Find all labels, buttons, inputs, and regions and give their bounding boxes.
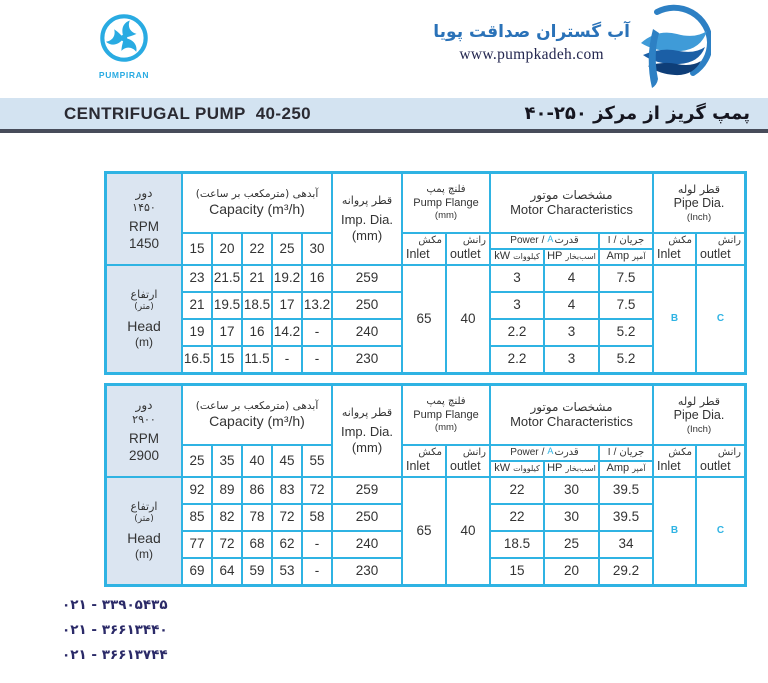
inlet-label-en: Inlet — [406, 459, 430, 474]
head-value: 77 — [183, 532, 211, 557]
hp-unit-header — [545, 250, 598, 264]
power-label-fa: قدرت — [554, 234, 579, 246]
capacity-col-header: 40 — [243, 446, 271, 476]
head-unit-fa: (متر) — [134, 513, 154, 524]
power-label-fa: قدرت — [554, 446, 579, 458]
flange-inlet-header — [403, 446, 445, 476]
capacity-col-header: 25 — [183, 446, 211, 476]
head-value: 68 — [243, 532, 271, 557]
inlet-label-fa: مکش — [668, 447, 692, 459]
hp-label-en: HP — [547, 462, 563, 475]
impeller-unit: (mm) — [351, 228, 383, 244]
head-header-cell — [107, 266, 181, 372]
kw-value: 15 — [491, 559, 543, 584]
flange-outlet-header — [447, 234, 489, 264]
pipe-dia-header-cell — [654, 174, 744, 232]
head-label-en: Head — [127, 529, 161, 546]
pumpiran-brand — [92, 13, 156, 80]
head-unit-fa: (متر) — [134, 301, 154, 312]
pipe-unit: (Inch) — [686, 211, 712, 223]
kw-label-en: kW — [494, 462, 511, 475]
capacity-col-header: 35 — [213, 446, 241, 476]
current-header-cell — [600, 446, 652, 460]
pipe-inlet-value: B — [654, 478, 695, 584]
amp-label-fa: آمپر — [632, 464, 646, 474]
pipe-label-en: Pipe Dia. — [673, 408, 725, 423]
motor-label-fa: مشخصات موتور — [530, 187, 613, 202]
power-note-marker: A — [547, 446, 554, 456]
flange-unit: (mm) — [434, 210, 458, 221]
inlet-label-en: Inlet — [406, 247, 430, 262]
hp-value: 4 — [545, 293, 598, 318]
power-slash: / — [541, 446, 545, 458]
flange-inlet-value: 65 — [403, 478, 445, 584]
capacity-col-header: 30 — [303, 234, 331, 264]
head-value: 16.5 — [183, 347, 211, 372]
kw-value: 2.2 — [491, 320, 543, 345]
pipe-inlet-header — [654, 234, 695, 264]
motor-label-fa: مشخصات موتور — [530, 399, 613, 414]
capacity-col-header: 45 — [273, 446, 301, 476]
rpm-label-en: RPM — [129, 219, 159, 235]
impeller-value: 250 — [333, 293, 401, 318]
kw-value: 22 — [491, 478, 543, 503]
hp-value: 20 — [545, 559, 598, 584]
impeller-value: 250 — [333, 505, 401, 530]
amp-value: 5.2 — [600, 320, 652, 345]
capacity-label-fa: آبدهی (مترمکعب بر ساعت) — [195, 400, 319, 413]
rpm-label-fa: دور — [135, 398, 153, 413]
head-value: - — [303, 320, 331, 345]
pipe-label-fa: قطر لوله — [677, 182, 721, 196]
rpm-label-en: RPM — [129, 431, 159, 447]
head-value: - — [303, 532, 331, 557]
impeller-label-fa: قطر پروانه — [341, 405, 393, 419]
current-label-fa: جریان — [619, 234, 645, 246]
motor-header-cell — [491, 386, 652, 444]
flange-label-fa: فلنچ پمپ — [426, 396, 466, 408]
kw-value: 3 — [491, 293, 543, 318]
spec-table-rpm1450 — [104, 171, 747, 375]
head-value: 85 — [183, 505, 211, 530]
flange-outlet-header — [447, 446, 489, 476]
head-value: 16 — [243, 320, 271, 345]
head-value: 86 — [243, 478, 271, 503]
hp-label-fa: اسب‌بخار — [565, 464, 596, 474]
current-slash: / — [613, 234, 617, 246]
impeller-label-en: Imp. Dia. — [340, 212, 393, 228]
pipe-outlet-value: C — [697, 478, 744, 584]
head-value: 11.5 — [243, 347, 271, 372]
pipe-label-en: Pipe Dia. — [673, 196, 725, 211]
outlet-label-fa: رانش — [462, 235, 486, 247]
kw-value: 18.5 — [491, 532, 543, 557]
power-note-marker: A — [547, 234, 554, 244]
inlet-label-en: Inlet — [657, 459, 681, 474]
head-label-fa: ارتفاع — [130, 500, 158, 514]
head-label-fa: ارتفاع — [130, 288, 158, 302]
head-value: - — [303, 347, 331, 372]
head-value: 21 — [183, 293, 211, 318]
company-name: آب گستران صداقت پویا — [433, 22, 630, 42]
rpm-header-cell — [107, 174, 181, 264]
kw-unit-header — [491, 462, 543, 476]
impeller-label-fa: قطر پروانه — [341, 193, 393, 207]
kw-unit-header — [491, 250, 543, 264]
motor-header-cell — [491, 174, 652, 232]
head-value: 17 — [273, 293, 301, 318]
hp-value: 30 — [545, 478, 598, 503]
impeller-label-en: Imp. Dia. — [340, 424, 393, 440]
rpm-label-fa: دور — [135, 186, 153, 201]
amp-value: 5.2 — [600, 347, 652, 372]
pipe-label-fa: قطر لوله — [677, 394, 721, 408]
amp-unit-header — [600, 462, 652, 476]
head-value: 21.5 — [213, 266, 241, 291]
rpm-value-en: 2900 — [128, 447, 160, 463]
head-value: 53 — [273, 559, 301, 584]
hp-value: 3 — [545, 320, 598, 345]
amp-value: 7.5 — [600, 266, 652, 291]
pumpiran-logo-icon — [99, 50, 149, 67]
inlet-label-fa: مکش — [418, 447, 442, 459]
head-value: 59 — [243, 559, 271, 584]
amp-label-en: Amp — [606, 250, 630, 263]
head-unit-en: (m) — [135, 546, 153, 561]
head-value: 13.2 — [303, 293, 331, 318]
kw-value: 3 — [491, 266, 543, 291]
capacity-col-header: 55 — [303, 446, 331, 476]
inlet-label-fa: مکش — [668, 235, 692, 247]
head-value: 15 — [213, 347, 241, 372]
current-label-fa: جریان — [619, 446, 645, 458]
pumpiran-brand-label: PUMPIRAN — [98, 70, 150, 80]
pipe-outlet-value: C — [697, 266, 744, 372]
head-value: 14.2 — [273, 320, 301, 345]
head-value: 58 — [303, 505, 331, 530]
title-bar — [0, 98, 768, 133]
capacity-label-en: Capacity (m³/h) — [209, 412, 305, 429]
head-value: 92 — [183, 478, 211, 503]
spec-table-rpm2900 — [104, 383, 747, 587]
flange-unit: (mm) — [434, 422, 458, 433]
head-value: 89 — [213, 478, 241, 503]
flange-label-en: Pump Flange — [413, 408, 479, 421]
capacity-col-header: 25 — [273, 234, 301, 264]
motor-label-en: Motor Characteristics — [510, 202, 633, 218]
head-value: 19.2 — [273, 266, 301, 291]
phone-number: ۰۲۱ - ۳۳۹۰۵۴۳۵ — [62, 597, 168, 613]
head-value: 19.5 — [213, 293, 241, 318]
outlet-label-en: outlet — [700, 459, 731, 474]
hp-label-fa: اسب‌بخار — [565, 252, 596, 262]
impeller-unit: (mm) — [351, 440, 383, 456]
outlet-label-en: outlet — [450, 247, 481, 262]
power-label-en: Power — [510, 234, 539, 246]
outlet-label-fa: رانش — [717, 447, 741, 459]
current-header-cell — [600, 234, 652, 248]
power-label-en: Power — [510, 446, 539, 458]
power-slash: / — [541, 234, 545, 246]
inlet-label-en: Inlet — [657, 247, 681, 262]
kw-value: 2.2 — [491, 347, 543, 372]
pipe-inlet-value: B — [654, 266, 695, 372]
hp-value: 30 — [545, 505, 598, 530]
impeller-value: 230 — [333, 347, 401, 372]
motor-label-en: Motor Characteristics — [510, 414, 633, 430]
amp-value: 39.5 — [600, 505, 652, 530]
pipe-outlet-header — [697, 446, 744, 476]
rpm-header-cell — [107, 386, 181, 476]
head-value: 17 — [213, 320, 241, 345]
phone-number: ۰۲۱ - ۳۶۶۱۳۷۴۴ — [62, 647, 168, 663]
head-value: 82 — [213, 505, 241, 530]
head-value: 72 — [273, 505, 301, 530]
hp-value: 25 — [545, 532, 598, 557]
current-slash: / — [613, 446, 617, 458]
capacity-label-fa: آبدهی (مترمکعب بر ساعت) — [195, 188, 319, 201]
phone-number: ۰۲۱ - ۳۶۶۱۳۴۴۰ — [62, 622, 168, 638]
capacity-label-en: Capacity (m³/h) — [209, 200, 305, 217]
capacity-col-header: 15 — [183, 234, 211, 264]
impeller-value: 240 — [333, 532, 401, 557]
outlet-label-en: outlet — [450, 459, 481, 474]
pumpkadeh-wave-logo-icon — [633, 3, 711, 96]
pipe-unit: (Inch) — [686, 423, 712, 435]
impeller-value: 259 — [333, 478, 401, 503]
flange-inlet-header — [403, 234, 445, 264]
website-text: www.pumpkadeh.com — [459, 46, 604, 63]
head-value: 69 — [183, 559, 211, 584]
impeller-value: 240 — [333, 320, 401, 345]
page-title-fa: پمپ گریز از مرکز ۲۵۰-۴۰ — [524, 103, 750, 124]
flange-inlet-value: 65 — [403, 266, 445, 372]
flange-outlet-value: 40 — [447, 478, 489, 584]
kw-label-fa: کیلووات — [513, 464, 540, 474]
amp-value: 29.2 — [600, 559, 652, 584]
head-value: 19 — [183, 320, 211, 345]
head-value: 64 — [213, 559, 241, 584]
kw-label-en: kW — [494, 250, 511, 263]
rpm-value-fa: ۱۴۵۰ — [132, 200, 156, 214]
amp-value: 7.5 — [600, 293, 652, 318]
amp-value: 34 — [600, 532, 652, 557]
company-block — [433, 22, 630, 64]
head-label-en: Head — [127, 317, 161, 334]
head-value: 83 — [273, 478, 301, 503]
capacity-col-header: 20 — [213, 234, 241, 264]
impeller-dia-header-cell — [333, 386, 401, 476]
amp-value: 39.5 — [600, 478, 652, 503]
head-value: 23 — [183, 266, 211, 291]
inlet-label-fa: مکش — [418, 235, 442, 247]
power-header-cell — [491, 234, 598, 248]
head-value: 16 — [303, 266, 331, 291]
impeller-dia-header-cell — [333, 174, 401, 264]
rpm-value-fa: ۲۹۰۰ — [132, 412, 156, 426]
impeller-value: 259 — [333, 266, 401, 291]
hp-value: 3 — [545, 347, 598, 372]
page-title-en: CENTRIFUGAL PUMP 40-250 — [64, 104, 312, 123]
outlet-label-fa: رانش — [462, 447, 486, 459]
phone-list — [62, 597, 168, 672]
pipe-outlet-header — [697, 234, 744, 264]
capacity-header-cell — [183, 174, 331, 232]
head-value: - — [273, 347, 301, 372]
head-unit-en: (m) — [135, 334, 153, 349]
flange-outlet-value: 40 — [447, 266, 489, 372]
amp-label-fa: آمپر — [632, 252, 646, 262]
head-header-cell — [107, 478, 181, 584]
kw-value: 22 — [491, 505, 543, 530]
head-value: - — [303, 559, 331, 584]
head-value: 78 — [243, 505, 271, 530]
hp-label-en: HP — [547, 250, 563, 263]
current-label-en: I — [607, 446, 611, 458]
flange-label-fa: فلنچ پمپ — [426, 184, 466, 196]
pipe-inlet-header — [654, 446, 695, 476]
capacity-col-header: 22 — [243, 234, 271, 264]
impeller-value: 230 — [333, 559, 401, 584]
hp-unit-header — [545, 462, 598, 476]
head-value: 62 — [273, 532, 301, 557]
pipe-dia-header-cell — [654, 386, 744, 444]
hp-value: 4 — [545, 266, 598, 291]
head-value: 72 — [303, 478, 331, 503]
rpm-value-en: 1450 — [128, 235, 160, 251]
head-value: 72 — [213, 532, 241, 557]
current-label-en: I — [607, 234, 611, 246]
amp-unit-header — [600, 250, 652, 264]
outlet-label-fa: رانش — [717, 235, 741, 247]
power-header-cell — [491, 446, 598, 460]
head-value: 18.5 — [243, 293, 271, 318]
capacity-header-cell — [183, 386, 331, 444]
pump-flange-header-cell — [403, 386, 489, 444]
amp-label-en: Amp — [606, 462, 630, 475]
kw-label-fa: کیلووات — [513, 252, 540, 262]
head-value: 21 — [243, 266, 271, 291]
flange-label-en: Pump Flange — [413, 196, 479, 209]
pump-flange-header-cell — [403, 174, 489, 232]
outlet-label-en: outlet — [700, 247, 731, 262]
